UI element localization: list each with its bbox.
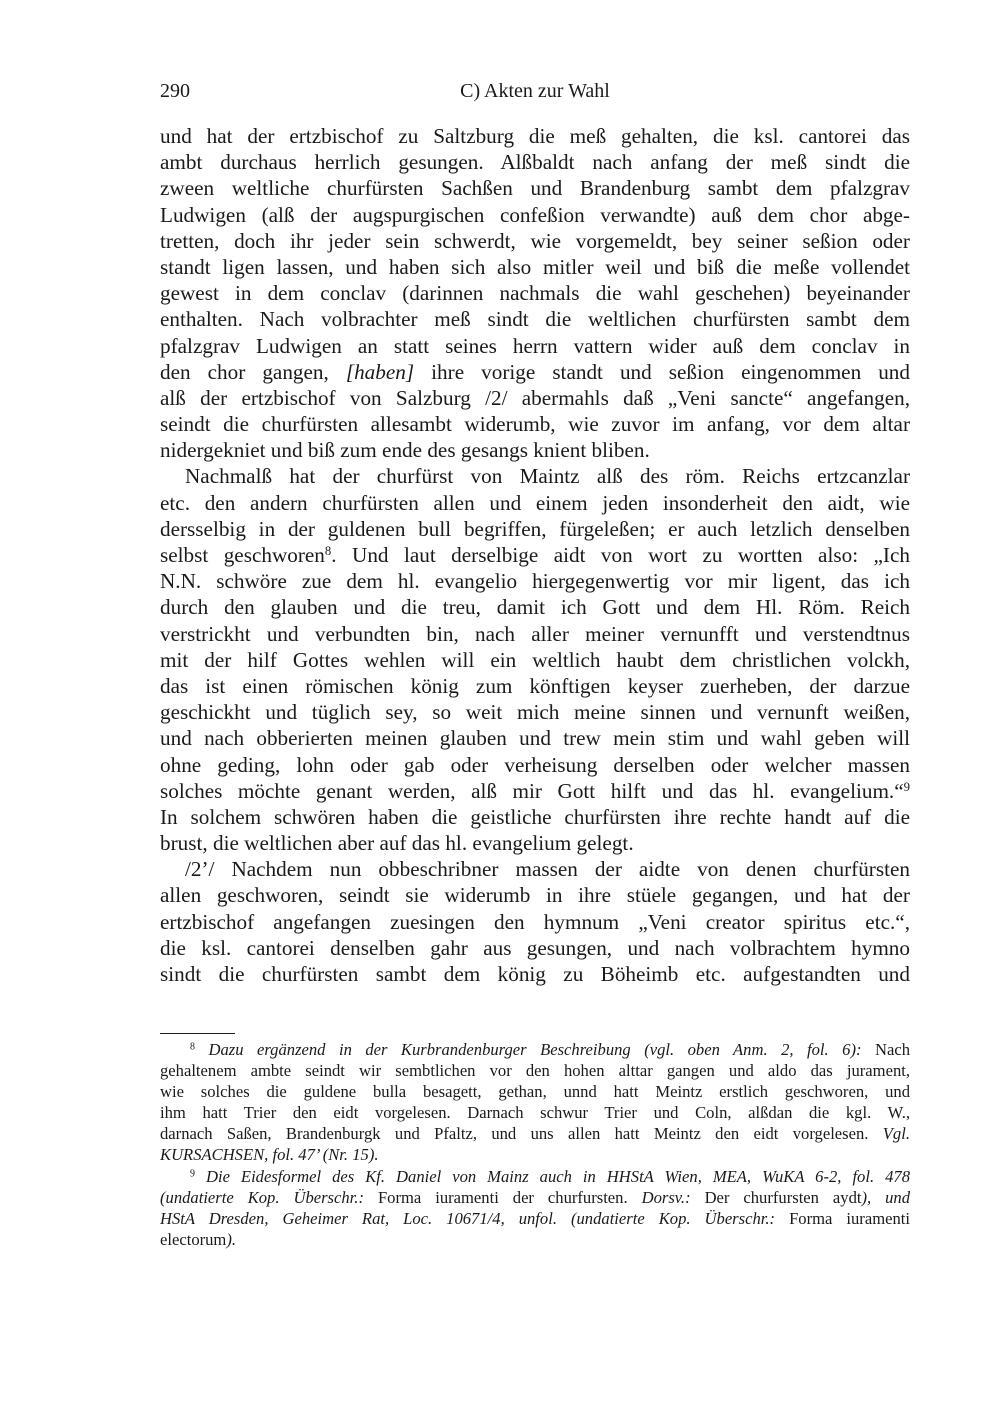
text-segment: Ludwigen (alß der augspurgischen confeßion verwandte) auß dem chor abge- [160, 202, 910, 227]
text-segment: solches möchte genant werden, alß mir Gott hilft und das hl. evangelium.“ [160, 778, 904, 803]
text-segment: sindt die churfürsten sambt dem könig zu Böheimb etc. aufgestandten und [160, 962, 910, 986]
footnote-marker: 8 [324, 544, 332, 559]
body-line [160, 490, 910, 516]
italic-text: Vgl. [882, 1124, 910, 1144]
footnote-line [160, 1166, 910, 1187]
italic-text: [haben] [345, 359, 415, 384]
footnotes [160, 1039, 910, 1250]
text-segment: N.N. schwöre zue dem hl. evangelio hiergegenwertig vor mir ligent, das ich [160, 569, 910, 594]
text-segment: durch den glauben und die treu, damit ich Gott und dem Hl. Röm. Reich [160, 595, 910, 620]
footnote-marker: 9 [903, 779, 910, 794]
page-number: 290 [160, 80, 190, 102]
body-line [160, 699, 910, 725]
text-segment: selbst geschworen [160, 543, 325, 567]
text-segment: . Und laut derselbige aidt von wort zu wortten also: „Ich [331, 543, 910, 567]
body-line [160, 804, 910, 830]
body-line [160, 621, 910, 647]
text-segment: gehaltenem ambte seindt wir sembtlichen vor den hohen alttar gangen und aldo das jurament, [160, 1061, 910, 1081]
text-segment: Nach [861, 1040, 911, 1059]
footnote-line [160, 1081, 910, 1102]
text-segment: Forma iuramenti [775, 1208, 910, 1228]
body-line [160, 280, 910, 306]
text-segment: nidergekniet und biß zum ende des gesangs knient bliben. [160, 438, 650, 463]
text-segment: und hat der ertzbischof zu Saltzburg die meß gehalten, die ksl. cantorei das [160, 124, 910, 148]
italic-text: Dazu ergänzend in der Kurbrandenburger Beschreibung (vgl. oben Anm. 2, fol. 6): [194, 1040, 862, 1059]
text-segment: wie solches die guldene bulla besagett, gethan, unnd hatt Meintz erstlich geschworen, und [160, 1082, 910, 1102]
text-segment: gewest in dem conclav (darinnen nachmals die wahl geschehen) beyeinander [160, 281, 910, 306]
text-segment: darnach Saßen, Brandenburgk und Pfaltz, und uns allen hatt Meintz den eidt vorgelesen. [160, 1124, 883, 1144]
body-line [160, 463, 910, 489]
text-segment: die ksl. cantorei denselben gahr aus gesungen, und nach volbrachtem hymno [160, 935, 910, 960]
body-line [160, 123, 910, 149]
footnote-separator [160, 1033, 235, 1034]
text-segment: enthalten. Nach volbrachter meß sindt die weltlichen churfürsten sambt dem [160, 307, 910, 332]
footnote-line [160, 1187, 910, 1208]
body-line [160, 909, 910, 935]
body-line [160, 882, 910, 908]
text-segment: tretten, doch ihr jeder sein schwerdt, wie vorgemeldt, bey seiner seßion oder [160, 228, 910, 253]
text-segment: allen geschworen, seindt sie widerumb in ihre stüele gegangen, und hat der [160, 883, 910, 908]
text-segment: zween weltliche churfürsten Sachßen und Brandenburg sambt dem pfalzgrav [160, 176, 910, 201]
text-segment: pfalzgrav Ludwigen an statt seines herrn vattern wider auß dem conclav in [160, 333, 910, 358]
text-segment: ohne geding, lohn oder gab oder verheisung derselben oder welcher massen [160, 752, 910, 777]
text-segment: etc. den andern churfürsten allen und einem jeden insonderheit den aidt, wie [160, 490, 910, 515]
text-segment: Nachmalß hat der churfürst von Maintz alß des röm. Reichs ertzcanzlar [185, 464, 910, 489]
body-line [160, 961, 910, 987]
text-segment: ihm hatt Trier den eidt vorgelesen. Darnach schwur Trier und Coln, alßdan die kgl. W., [160, 1103, 910, 1123]
body-line [160, 568, 910, 594]
body-line [160, 516, 910, 542]
body-line [160, 673, 910, 699]
text-segment: electorum [160, 1229, 227, 1249]
text-segment: ihre vorige standt und seßion eingenommen und [414, 359, 910, 384]
body-line [160, 385, 910, 411]
body-line [160, 175, 910, 201]
text-segment: /2’/ Nachdem nun obbeschribner massen der aidte von denen churfürsten [185, 857, 910, 882]
italic-text: ), und [861, 1187, 911, 1207]
text-segment: Forma iuramenti der churfursten. [363, 1187, 642, 1207]
body-line [160, 856, 910, 882]
text-segment: verstrickht und verbundten bin, nach aller meiner vernunfft und verstendtnus [160, 621, 910, 646]
body-line [160, 359, 910, 385]
body-line [160, 778, 910, 804]
italic-text: KURSACHSEN, fol. 47’ (Nr. 15). [160, 1145, 379, 1165]
italic-text: Dorsv.: [641, 1187, 691, 1207]
footnote-line [160, 1229, 910, 1250]
body-line [160, 306, 910, 332]
text-segment: und nach obberierten meinen glauben und trew mein stim und wahl geben will [160, 726, 910, 751]
body-line [160, 935, 910, 961]
footnote-line [160, 1060, 910, 1081]
text-segment: geschickht und tüglich sey, so weit mich meine sinnen und vernunft weißen, [160, 700, 910, 725]
body-line [160, 254, 910, 280]
running-title: C) Akten zur Wahl [460, 80, 610, 102]
text-segment: In solchem schwören haben die geistliche churfürsten ihre rechte handt auf die [160, 804, 910, 829]
footnote-line [160, 1123, 910, 1144]
text-segment: Der churfursten aydt [690, 1187, 862, 1207]
body-line [160, 149, 910, 175]
footnote-marker: 8 [190, 1041, 195, 1053]
body-line [160, 594, 910, 620]
text-segment: das ist einen römischen könig zum könftigen keyser zuerheben, der darzue [160, 673, 910, 698]
body-line [160, 752, 910, 778]
footnote-line [160, 1208, 910, 1229]
body-line [160, 437, 910, 463]
text-segment: den chor gangen, [160, 359, 346, 384]
text-segment: alß der ertzbischof von Salzburg /2/ abermahls daß „Veni sancte“ angefangen, [160, 385, 910, 410]
footnote-line [160, 1144, 910, 1165]
footnote-line [160, 1102, 910, 1123]
body-line [160, 202, 910, 228]
text-segment: mit der hilf Gottes wehlen will ein weltlich haubt dem christlichen volckh, [160, 647, 910, 672]
footnote-line [160, 1039, 910, 1060]
body-line [160, 542, 910, 568]
text-segment: ambt durchaus herrlich gesungen. Alßbaldt nach anfang der meß sindt die [160, 150, 910, 175]
text-segment: dersselbig in der guldenen bull begriffen, fürgeleßen; er auch letzlich denselben [160, 516, 910, 541]
body-line [160, 411, 910, 437]
body-line [160, 647, 910, 673]
body-line [160, 725, 910, 751]
italic-text: (undatierte Kop. Überschr.: [160, 1187, 364, 1207]
text-segment: standt ligen lassen, und haben sich also mitler weil und biß die meße vollendet [160, 254, 910, 279]
footnote-marker: 9 [190, 1168, 195, 1180]
text-segment: brust, die weltlichen aber auf das hl. evangelium gelegt. [160, 831, 634, 856]
italic-text: Die Eidesformel des Kf. Daniel von Mainz auch in HHStA Wien, MEA, WuKA 6-2, fol. 478 [194, 1166, 910, 1186]
text-segment: ertzbischof angefangen zuesingen den hymnum „Veni creator spiritus etc.“, [160, 909, 910, 934]
body-line [160, 333, 910, 359]
text-segment: seindt die churfürsten allesambt widerumb, wie zuvor im anfang, vor dem altar [160, 412, 910, 437]
main-text [160, 123, 910, 987]
italic-text: HStA Dresden, Geheimer Rat, Loc. 10671/4, unfol. (undatierte Kop. Überschr.: [160, 1208, 776, 1228]
italic-text: ). [226, 1229, 237, 1249]
body-line [160, 228, 910, 254]
body-line [160, 830, 910, 856]
